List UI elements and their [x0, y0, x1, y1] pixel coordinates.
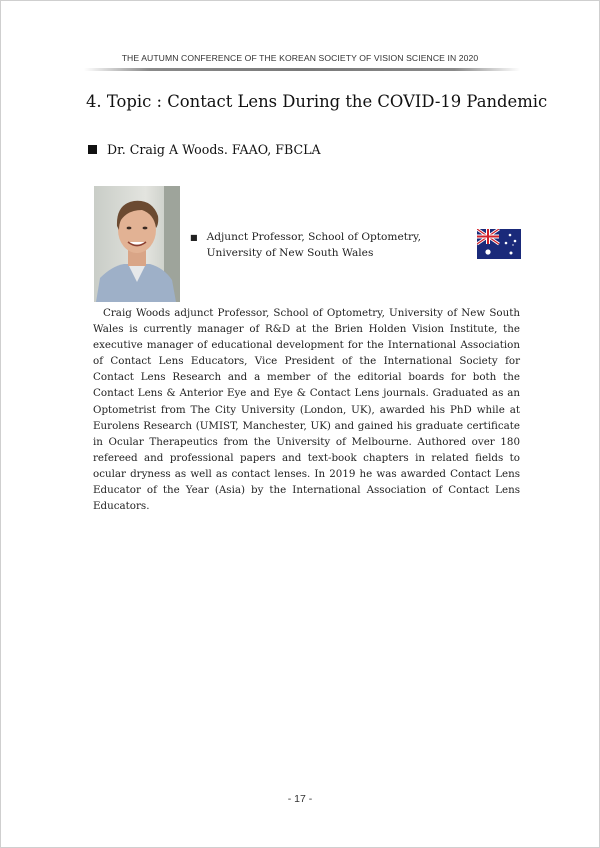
- affiliation-text: Adjunct Professor, School of Optometry, University of New South Wales: [206, 231, 422, 259]
- speaker-name: Dr. Craig A Woods. FAAO, FBCLA: [107, 142, 321, 157]
- running-header: THE AUTUMN CONFERENCE OF THE KOREAN SOCIETY OF VISION SCIENCE IN 2020: [121, 53, 479, 63]
- australia-flag-icon: [477, 229, 521, 259]
- square-bullet-icon: [88, 145, 97, 154]
- speaker-affiliation: [190, 229, 470, 261]
- page-number: - 17 -: [287, 793, 313, 805]
- speaker-biography: Craig Woods adjunct Professor, School of Optometry, University of New South Wales is currently manager of R&D at the Brien Holden Vision Institute, the executive manager of educational development for the International Association of Contact Lens Educators, Vice President of the International Society for Contact Lens Research and a member of the editorial boards for both the Contact Lens & Anterior Eye and Eye & Contact Lens journals. Graduated as an Optometrist from The City University (London, UK), awarded his PhD while at Eurolens Research (UMIST, Manchester, UK) and gained his graduate certificate in Ocular Therapeutics from the University of Melbourne. Authored over 180 refereed and professional papers and text-book chapters in related fields to ocular dryness as well as contact lenses. In 2019 he was awarded Contact Lens Educator of the Year (Asia) by the International Association of Contact Lens Educators.: [93, 307, 520, 513]
- bullet-icon: ■: [190, 233, 198, 242]
- header-rule: [84, 68, 520, 71]
- speaker-heading: [88, 142, 321, 157]
- speaker-photo: [94, 186, 180, 302]
- topic-title: 4. Topic : Contact Lens During the COVID-19 Pandemic: [86, 92, 548, 111]
